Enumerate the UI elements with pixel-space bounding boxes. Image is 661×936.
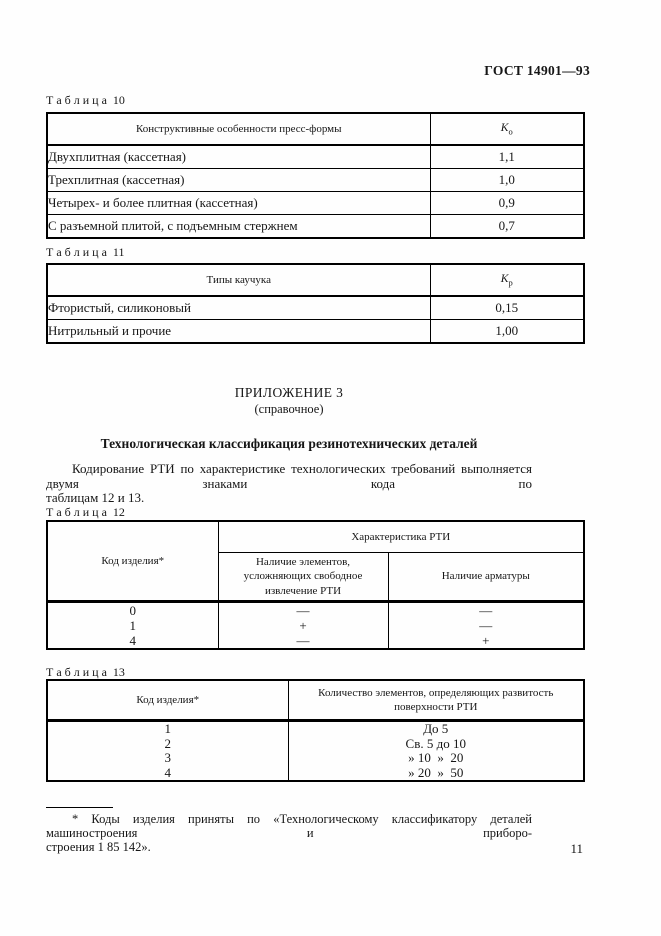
- table-12: [46, 520, 585, 650]
- table-header-cell-k: [430, 113, 584, 145]
- cell-line: 3: [164, 750, 171, 765]
- table-13: [46, 679, 585, 782]
- footnote-line: строения 1 85 142».: [46, 840, 151, 854]
- table-header-cell: Код изделия*: [47, 521, 218, 601]
- table-cell: Нитрильный и прочие: [47, 320, 430, 344]
- table-cell: Двухплитная (кассетная): [47, 145, 430, 169]
- cell-line: +: [482, 632, 490, 648]
- table-row: [47, 192, 584, 215]
- appendix-title: ПРИЛОЖЕНИЕ 3: [234, 385, 344, 400]
- footnote-line: * Коды изделия приняты по «Технологическому классификатору деталей машиностроения и приборо-: [46, 812, 532, 840]
- table-header-row: [47, 264, 584, 296]
- table-cell-codes: [47, 721, 288, 782]
- table-row: [47, 169, 584, 192]
- table-cell-armature: [388, 601, 584, 649]
- cell-line: Св. 5 до 10: [405, 735, 466, 751]
- cell-line: 1: [164, 721, 171, 736]
- table-header-cell: Количество элементов, определяющих развитость поверхности РТИ: [288, 680, 584, 721]
- page-number: 11: [570, 841, 583, 856]
- appendix-subtitle: (справочное): [254, 402, 324, 416]
- table-cell: 0,7: [430, 215, 584, 239]
- table-header-row: [47, 680, 584, 721]
- cell-line: —: [479, 602, 493, 618]
- table-cell: Фтористый, силиконовый: [47, 296, 430, 320]
- table-header-cell: Типы каучука: [47, 264, 430, 296]
- cell-line: 4: [129, 632, 136, 648]
- cell-line: 0: [129, 602, 136, 618]
- cell-line: 2: [164, 735, 171, 751]
- table-header-cell-k: [430, 264, 584, 296]
- table-header-row: [47, 521, 584, 553]
- table-11-label: Т а б л и ц а 11: [46, 245, 125, 259]
- table-12-label: Т а б л и ц а 12: [46, 505, 125, 519]
- table-header-cell: Наличие элементов, усложняющих свободное извлечение РТИ: [218, 553, 388, 602]
- table-row: [47, 296, 584, 320]
- table-cell: 1,0: [430, 169, 584, 192]
- cell-line: —: [296, 602, 310, 618]
- table-header-cell: Конструктивные особенности пресс-формы: [47, 113, 430, 145]
- table-10: [46, 112, 585, 239]
- cell-line: 4: [164, 764, 171, 780]
- table-cell: Трехплитная (кассетная): [47, 169, 430, 192]
- table-row: [47, 320, 584, 344]
- cell-line: » 10 » 20: [408, 750, 464, 765]
- table-header-cell: Наличие арматуры: [388, 553, 584, 602]
- table-cell: 0,9: [430, 192, 584, 215]
- cell-line: 1: [129, 617, 136, 633]
- cell-line: —: [296, 632, 310, 648]
- coefficient-symbol: $К_р$: [500, 272, 513, 288]
- table-cell: 0,15: [430, 296, 584, 320]
- table-cell: 1,00: [430, 320, 584, 344]
- table-body-row: [47, 721, 584, 782]
- cell-line: До 5: [423, 721, 449, 736]
- table-cell-values: [288, 721, 584, 782]
- footnote-rule: [46, 807, 113, 808]
- doc-number: ГОСТ 14901—93: [484, 63, 590, 78]
- table-body-row: [47, 601, 584, 649]
- table-cell-extract: [218, 601, 388, 649]
- appendix-header: [46, 385, 532, 417]
- body-paragraph: [46, 462, 532, 506]
- section-heading: Технологическая классификация резинотехнических деталей: [100, 436, 478, 451]
- table-10-label: Т а б л и ц а 10: [46, 93, 125, 107]
- table-13-label: Т а б л и ц а 13: [46, 665, 125, 679]
- paragraph-line: Кодирование РТИ по характеристике технологических требований выполняется двумя знаками кода по: [46, 461, 532, 491]
- cell-line: —: [479, 617, 493, 633]
- coefficient-symbol: $К_о$: [500, 121, 513, 137]
- table-header-row: [47, 113, 584, 145]
- cell-line: » 20 » 50: [408, 764, 464, 780]
- paragraph-line: таблицам 12 и 13.: [46, 490, 145, 505]
- table-cell: Четырех- и более плитная (кассетная): [47, 192, 430, 215]
- cell-line: +: [299, 617, 307, 633]
- table-header-cell: Код изделия*: [47, 680, 288, 721]
- table-11: [46, 263, 585, 344]
- table-header-cell: Характеристика РТИ: [218, 521, 584, 553]
- table-row: [47, 215, 584, 239]
- table-cell: С разъемной плитой, с подъемным стержнем: [47, 215, 430, 239]
- table-row: [47, 145, 584, 169]
- table-cell: 1,1: [430, 145, 584, 169]
- table-cell-codes: [47, 601, 218, 649]
